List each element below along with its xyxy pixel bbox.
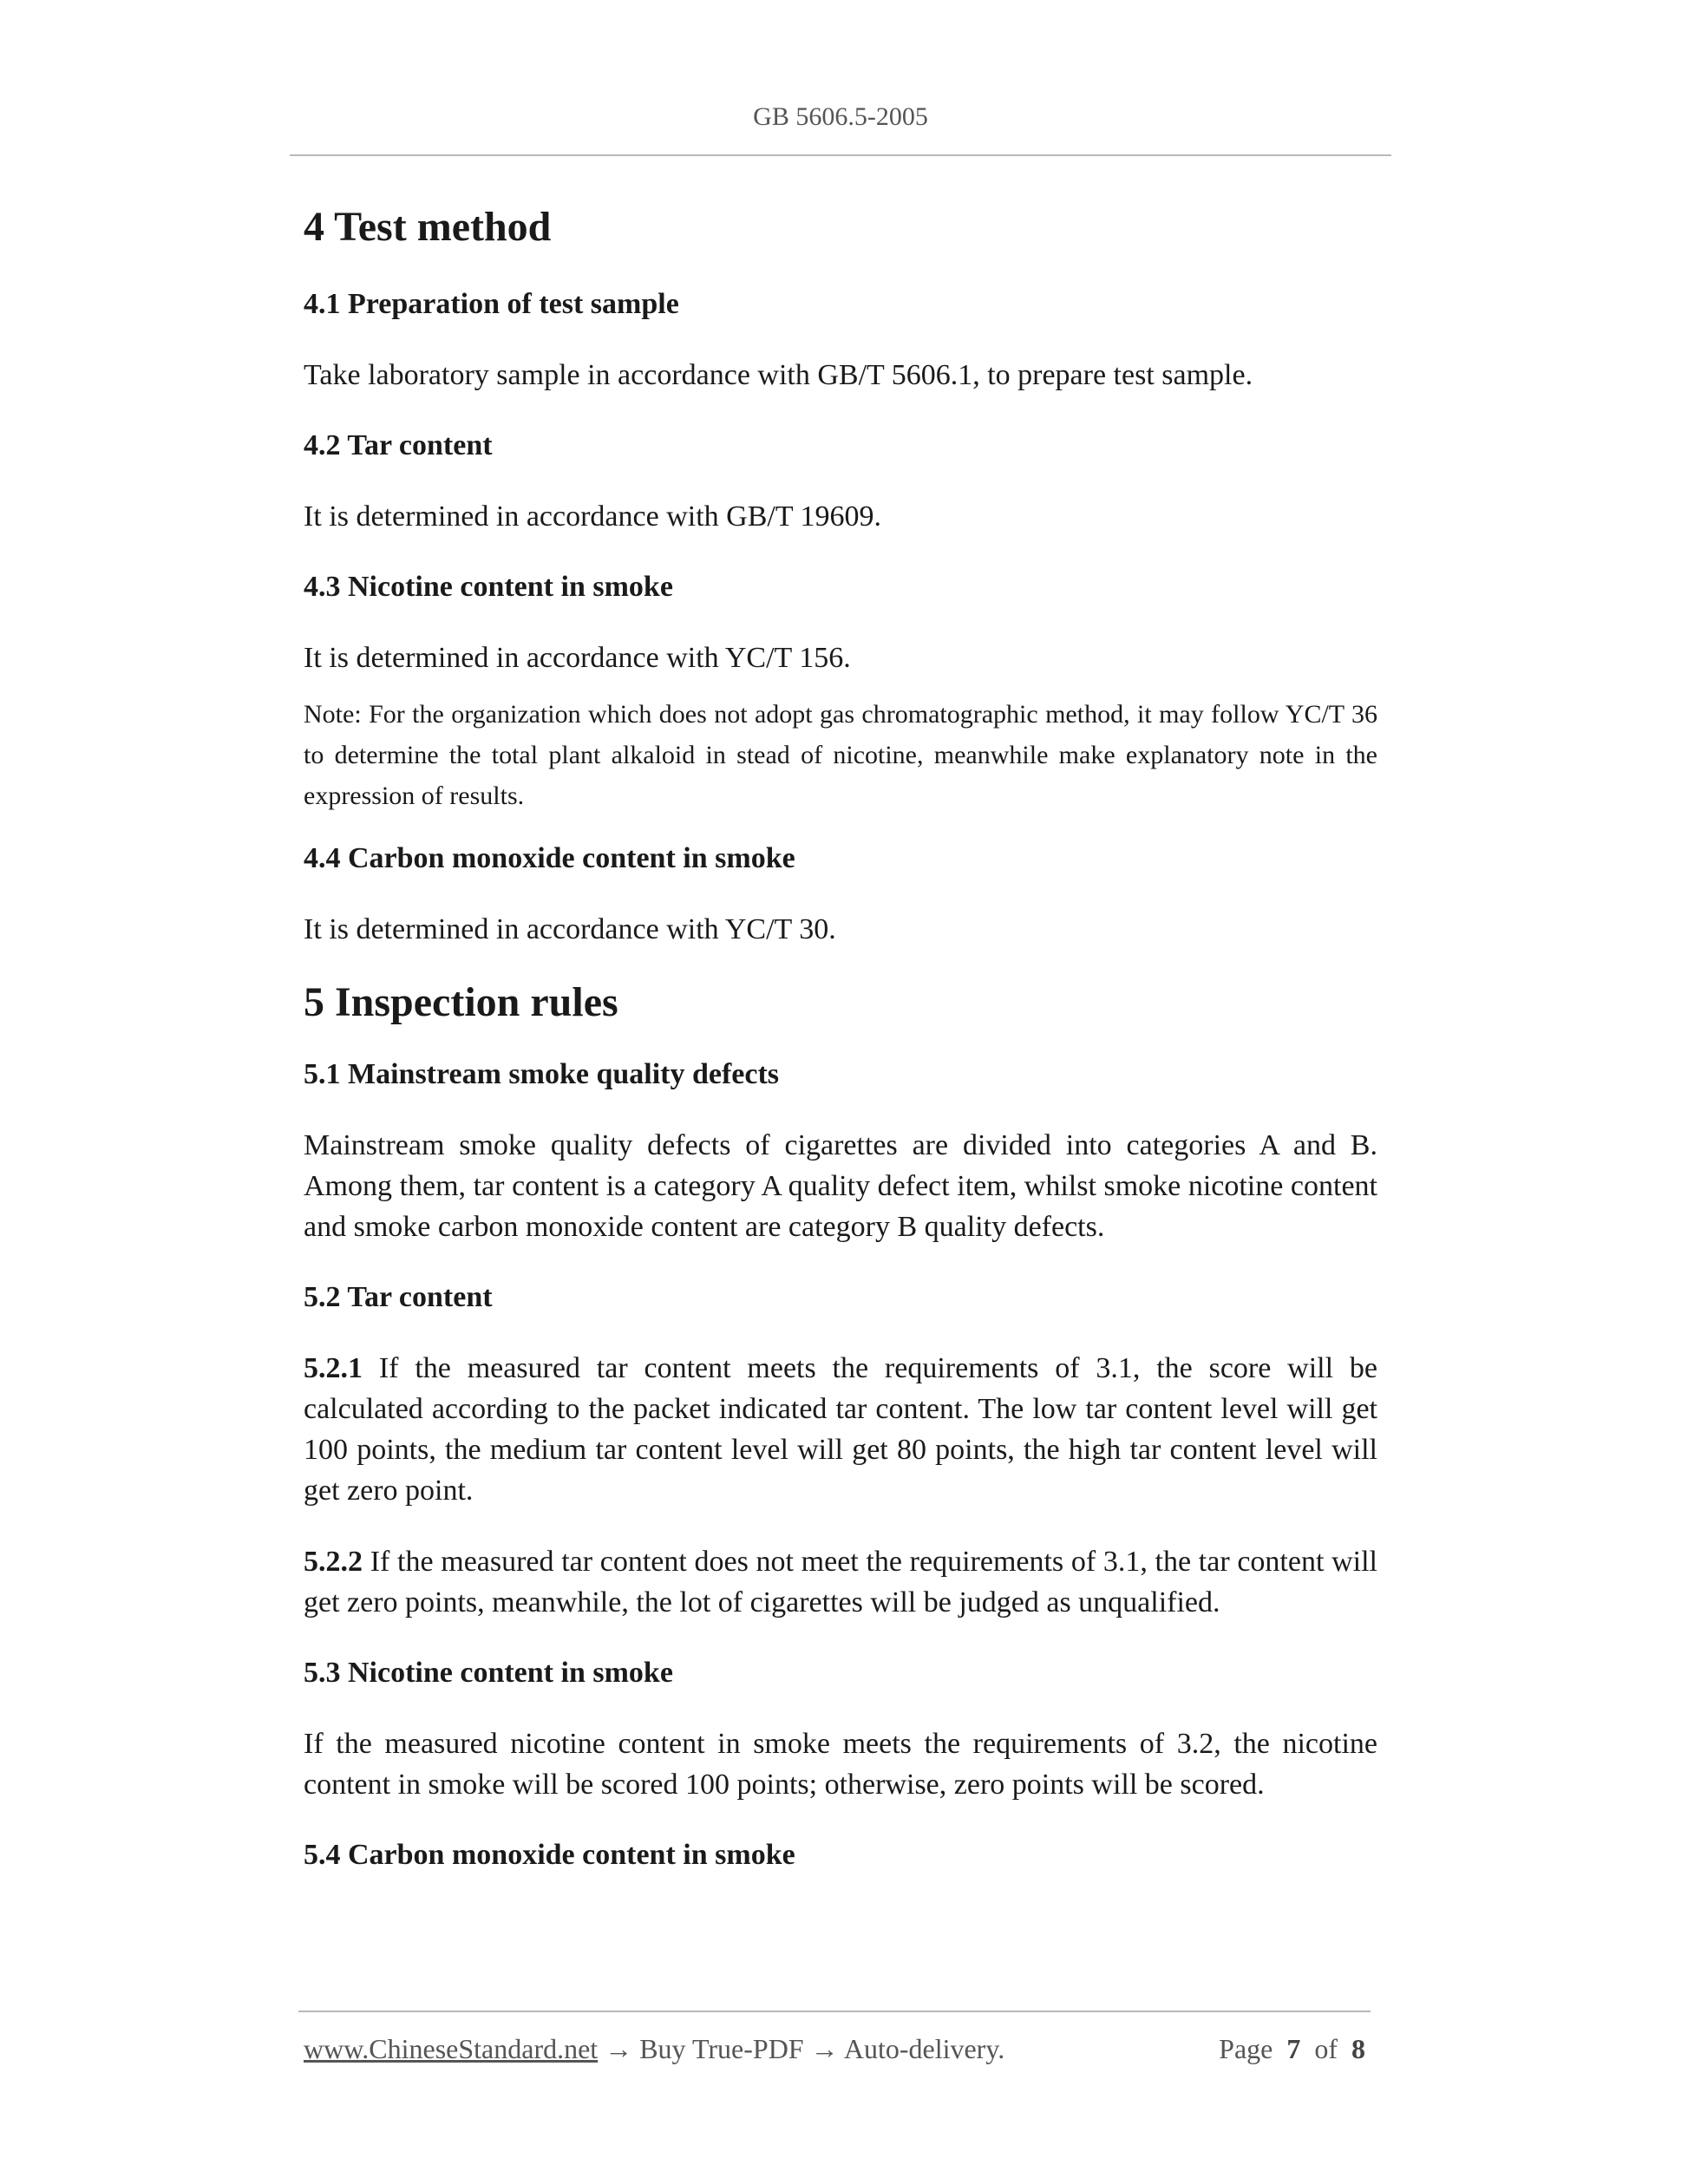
section-4-4-heading: 4.4 Carbon monoxide content in smoke [304,842,795,874]
section-4-1-heading: 4.1 Preparation of test sample [304,288,679,320]
clause-5-2-2-number: 5.2.2 [304,1546,363,1578]
section-4-3-text: It is determined in accordance with YC/T 156. [304,642,851,674]
clause-5-2-2-body: If the measured tar content does not meet the requirements of 3.1, the tar content will get zero points, meanwhile, the lot of cigarettes will be judged as unqualified. [304,1546,1377,1618]
section-5-heading: 5 Inspection rules [304,979,618,1025]
page-current: 7 [1286,2033,1301,2064]
document-body [304,196,1377,1875]
section-5-1-heading: 5.1 Mainstream smoke quality defects [304,1058,780,1090]
section-5-3-text: If the measured nicotine content in smoke meets the requirements of 3.2, the nicotine content in smoke will be scored 100 points; otherwise, zero points will be scored. [304,1728,1377,1801]
page-label: Page [1219,2033,1273,2064]
section-5-1-text: Mainstream smoke quality defects of cigarettes are divided into categories A and B. Among them, tar content is a category A quality defect item, whilst smoke nicotine content and smoke carbon monoxide content are category B quality defects. [304,1129,1377,1243]
footer-row [304,2030,1365,2068]
section-5-2-2-text [304,1541,1377,1623]
section-4-3-heading: 4.3 Nicotine content in smoke [304,571,673,603]
page-of-label: of [1314,2033,1338,2064]
section-4-3-note: Note: For the organization which does not adopt gas chromatographic method, it may follow YC/T 36 to determine the total plant alkaloid in stead of nicotine, meanwhile make explanatory note in the expression of results. [304,700,1377,810]
page-total: 8 [1351,2033,1365,2064]
page-header [290,97,1391,156]
page-indicator [1219,2030,1365,2068]
section-5-4-heading: 5.4 Carbon monoxide content in smoke [304,1839,795,1871]
section-4-heading: 4 Test method [304,204,552,250]
section-4-2-heading: 4.2 Tar content [304,429,493,461]
footer-promo [304,2030,1004,2068]
clause-5-2-1-number: 5.2.1 [304,1352,363,1384]
section-5-2-1-text [304,1348,1377,1511]
section-4-2-text: It is determined in accordance with GB/T 19609. [304,500,881,533]
section-4-1-text: Take laboratory sample in accordance with GB/T 5606.1, to prepare test sample. [304,359,1253,391]
clause-5-2-1-body: If the measured tar content meets the requirements of 3.1, the score will be calculated according to the packet indicated tar content. The low tar content level will get 100 points, the medium tar content level will get 80 points, the high tar content level will get zero point. [304,1352,1377,1507]
standard-number: GB 5606.5-2005 [753,102,928,131]
chinesestandard-link[interactable]: www.ChineseStandard.net [304,2033,599,2064]
section-5-3-heading: 5.3 Nicotine content in smoke [304,1657,673,1689]
page-footer [298,2011,1371,2064]
footer-promo-text: → Buy True-PDF → Auto-delivery. [598,2033,1005,2064]
section-5-2-heading: 5.2 Tar content [304,1281,493,1313]
section-4-4-text: It is determined in accordance with YC/T 30. [304,913,836,945]
